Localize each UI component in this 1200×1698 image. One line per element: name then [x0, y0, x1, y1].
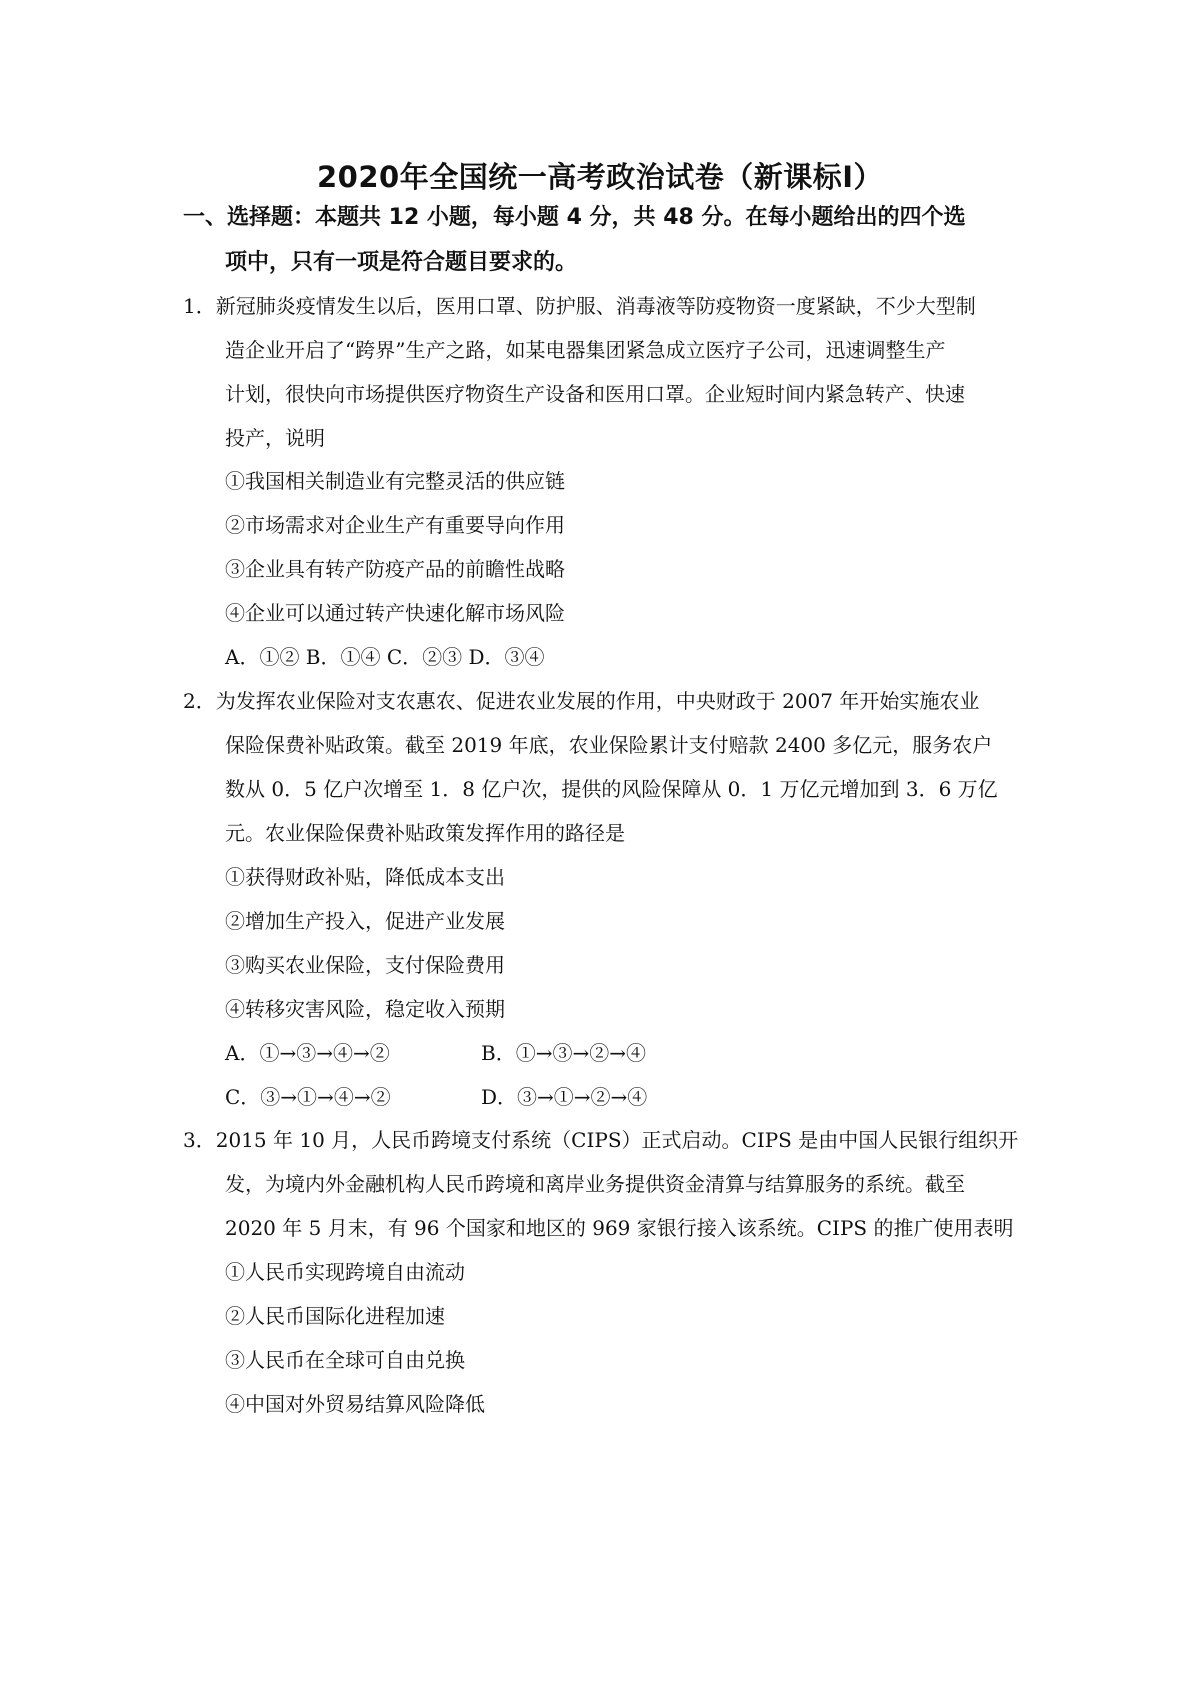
statement-1: ①人民币实现跨境自由流动 [225, 1260, 465, 1284]
answer-options: A．①② B．①④ C．②③ D．③④ [225, 645, 545, 669]
question-3 [183, 1124, 1018, 1153]
statement-4: ④企业可以通过转产快速化解市场风险 [225, 601, 565, 625]
answer-option-d: D．③→①→②→④ [481, 1085, 648, 1109]
statement-2: ②市场需求对企业生产有重要导向作用 [225, 513, 565, 537]
statement-1: ①获得财政补贴，降低成本支出 [225, 865, 505, 889]
exam-title: 2020年全国统一高考政治试卷（新课标Ⅰ） [316, 160, 883, 194]
question-1 [183, 290, 976, 319]
statement-3: ③购买农业保险，支付保险费用 [225, 953, 505, 977]
question-2 [183, 685, 979, 714]
question-stem-line: 2020 年 5 月末，有 96 个国家和地区的 969 家银行接入该系统。CIPS 的推广使用表明 [225, 1216, 1014, 1240]
question-stem-line: 造企业开启了“跨界”生产之路，如某电器集团紧急成立医疗子公司，迅速调整生产 [225, 338, 946, 362]
question-number: 3． [183, 1128, 216, 1152]
answer-option-b: B．①→③→②→④ [481, 1041, 646, 1065]
statement-2: ②增加生产投入，促进产业发展 [225, 909, 505, 933]
statement-2: ②人民币国际化进程加速 [225, 1304, 445, 1328]
question-number: 1． [183, 294, 216, 318]
answer-option-c: C．③→①→④→② [225, 1085, 391, 1109]
statement-3: ③人民币在全球可自由兑换 [225, 1348, 465, 1372]
question-stem-line: 为发挥农业保险对支农惠农、促进农业发展的作用，中央财政于 2007 年开始实施农业 [215, 689, 980, 713]
question-stem-line: 发，为境内外金融机构人民币跨境和离岸业务提供资金清算与结算服务的系统。截至 [225, 1172, 965, 1196]
statement-4: ④转移灾害风险，稳定收入预期 [225, 997, 505, 1021]
question-stem-line: 计划，很快向市场提供医疗物资生产设备和医用口罩。企业短时间内紧急转产、快速 [225, 382, 965, 406]
statement-4: ④中国对外贸易结算风险降低 [225, 1392, 485, 1416]
statement-3: ③企业具有转产防疫产品的前瞻性战略 [225, 557, 565, 581]
question-number: 2． [183, 689, 216, 713]
question-stem-line: 2015 年 10 月，人民币跨境支付系统（CIPS）正式启动。CIPS 是由中国人民银行组织开 [215, 1128, 1019, 1152]
statement-1: ①我国相关制造业有完整灵活的供应链 [225, 469, 565, 493]
section-heading-line-2: 项中，只有一项是符合题目要求的。 [225, 250, 578, 275]
question-stem-line: 投产，说明 [225, 426, 325, 450]
question-stem-line: 元。农业保险保费补贴政策发挥作用的路径是 [225, 821, 625, 845]
answer-option-a: A．①→③→④→② [225, 1041, 390, 1065]
section-heading-line-1: 一、选择题：本题共 12 小题，每小题 4 分，共 48 分。在每小题给出的四个选 [183, 205, 966, 230]
question-stem-line: 数从 0．5 亿户次增至 1．8 亿户次，提供的风险保障从 0．1 万亿元增加到 3．6 万亿 [225, 777, 998, 801]
question-stem-line: 新冠肺炎疫情发生以后，医用口罩、防护服、消毒液等防疫物资一度紧缺，不少大型制 [215, 294, 976, 318]
question-stem-line: 保险保费补贴政策。截至 2019 年底，农业保险累计支付赔款 2400 多亿元，服务农户 [225, 733, 993, 757]
